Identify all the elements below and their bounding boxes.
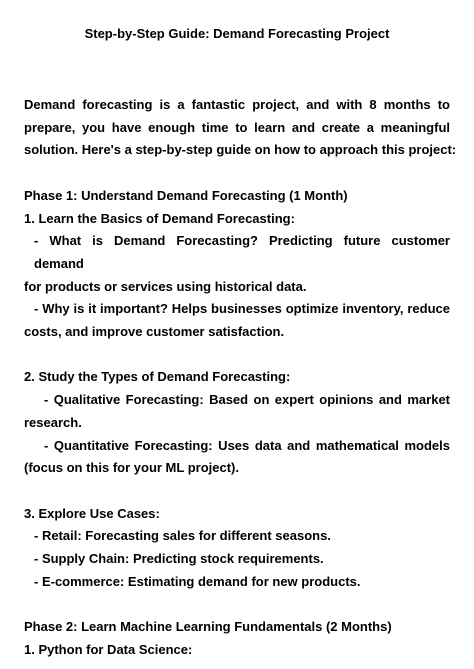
- what-is-line: - What is Demand Forecasting? Predicting future customer demand: [34, 233, 450, 271]
- intro-line: prepare, you have enough time to learn and create a meaningful: [24, 119, 450, 135]
- why-important-line: costs, and improve customer satisfaction.: [24, 324, 285, 340]
- why-important-line: - Why is it important? Helps businesses optimize inventory, reduce: [34, 301, 450, 317]
- phase1-section2-heading: 2. Study the Types of Demand Forecasting:: [24, 369, 291, 385]
- what-is-line: for products or services using historical data.: [24, 278, 307, 294]
- quantitative-line: - Quantitative Forecasting: Uses data and mathematical models: [44, 437, 450, 453]
- phase2-section1-heading: 1. Python for Data Science:: [24, 641, 193, 657]
- spacer: [24, 344, 450, 367]
- document-body: [24, 94, 457, 662]
- intro-line: solution. Here's a step-by-step guide on how to approach this project:: [24, 142, 457, 158]
- use-case-item: - Supply Chain: Predicting stock requirements.: [34, 551, 324, 567]
- phase1-section3-heading: 3. Explore Use Cases:: [24, 505, 160, 521]
- document-title: Step-by-Step Guide: Demand Forecasting Project: [84, 26, 390, 41]
- phase1-heading: Phase 1: Understand Demand Forecasting (1 Month): [24, 187, 348, 203]
- quantitative-line: (focus on this for your ML project).: [24, 460, 239, 476]
- spacer: [24, 593, 450, 616]
- spacer: [24, 162, 450, 185]
- phase2-heading: Phase 2: Learn Machine Learning Fundamentals (2 Months): [24, 619, 392, 635]
- qualitative-line: research.: [24, 414, 82, 430]
- use-case-item: - Retail: Forecasting sales for different seasons.: [34, 528, 331, 544]
- intro-line: Demand forecasting is a fantastic project, and with 8 months to: [24, 97, 450, 112]
- phase1-section1-heading: 1. Learn the Basics of Demand Forecasting:: [24, 210, 295, 226]
- qualitative-line: - Qualitative Forecasting: Based on expert opinions and market: [44, 392, 450, 408]
- spacer: [24, 480, 450, 503]
- intro-paragraph: [24, 94, 457, 162]
- use-case-item: - E-commerce: Estimating demand for new products.: [34, 573, 361, 589]
